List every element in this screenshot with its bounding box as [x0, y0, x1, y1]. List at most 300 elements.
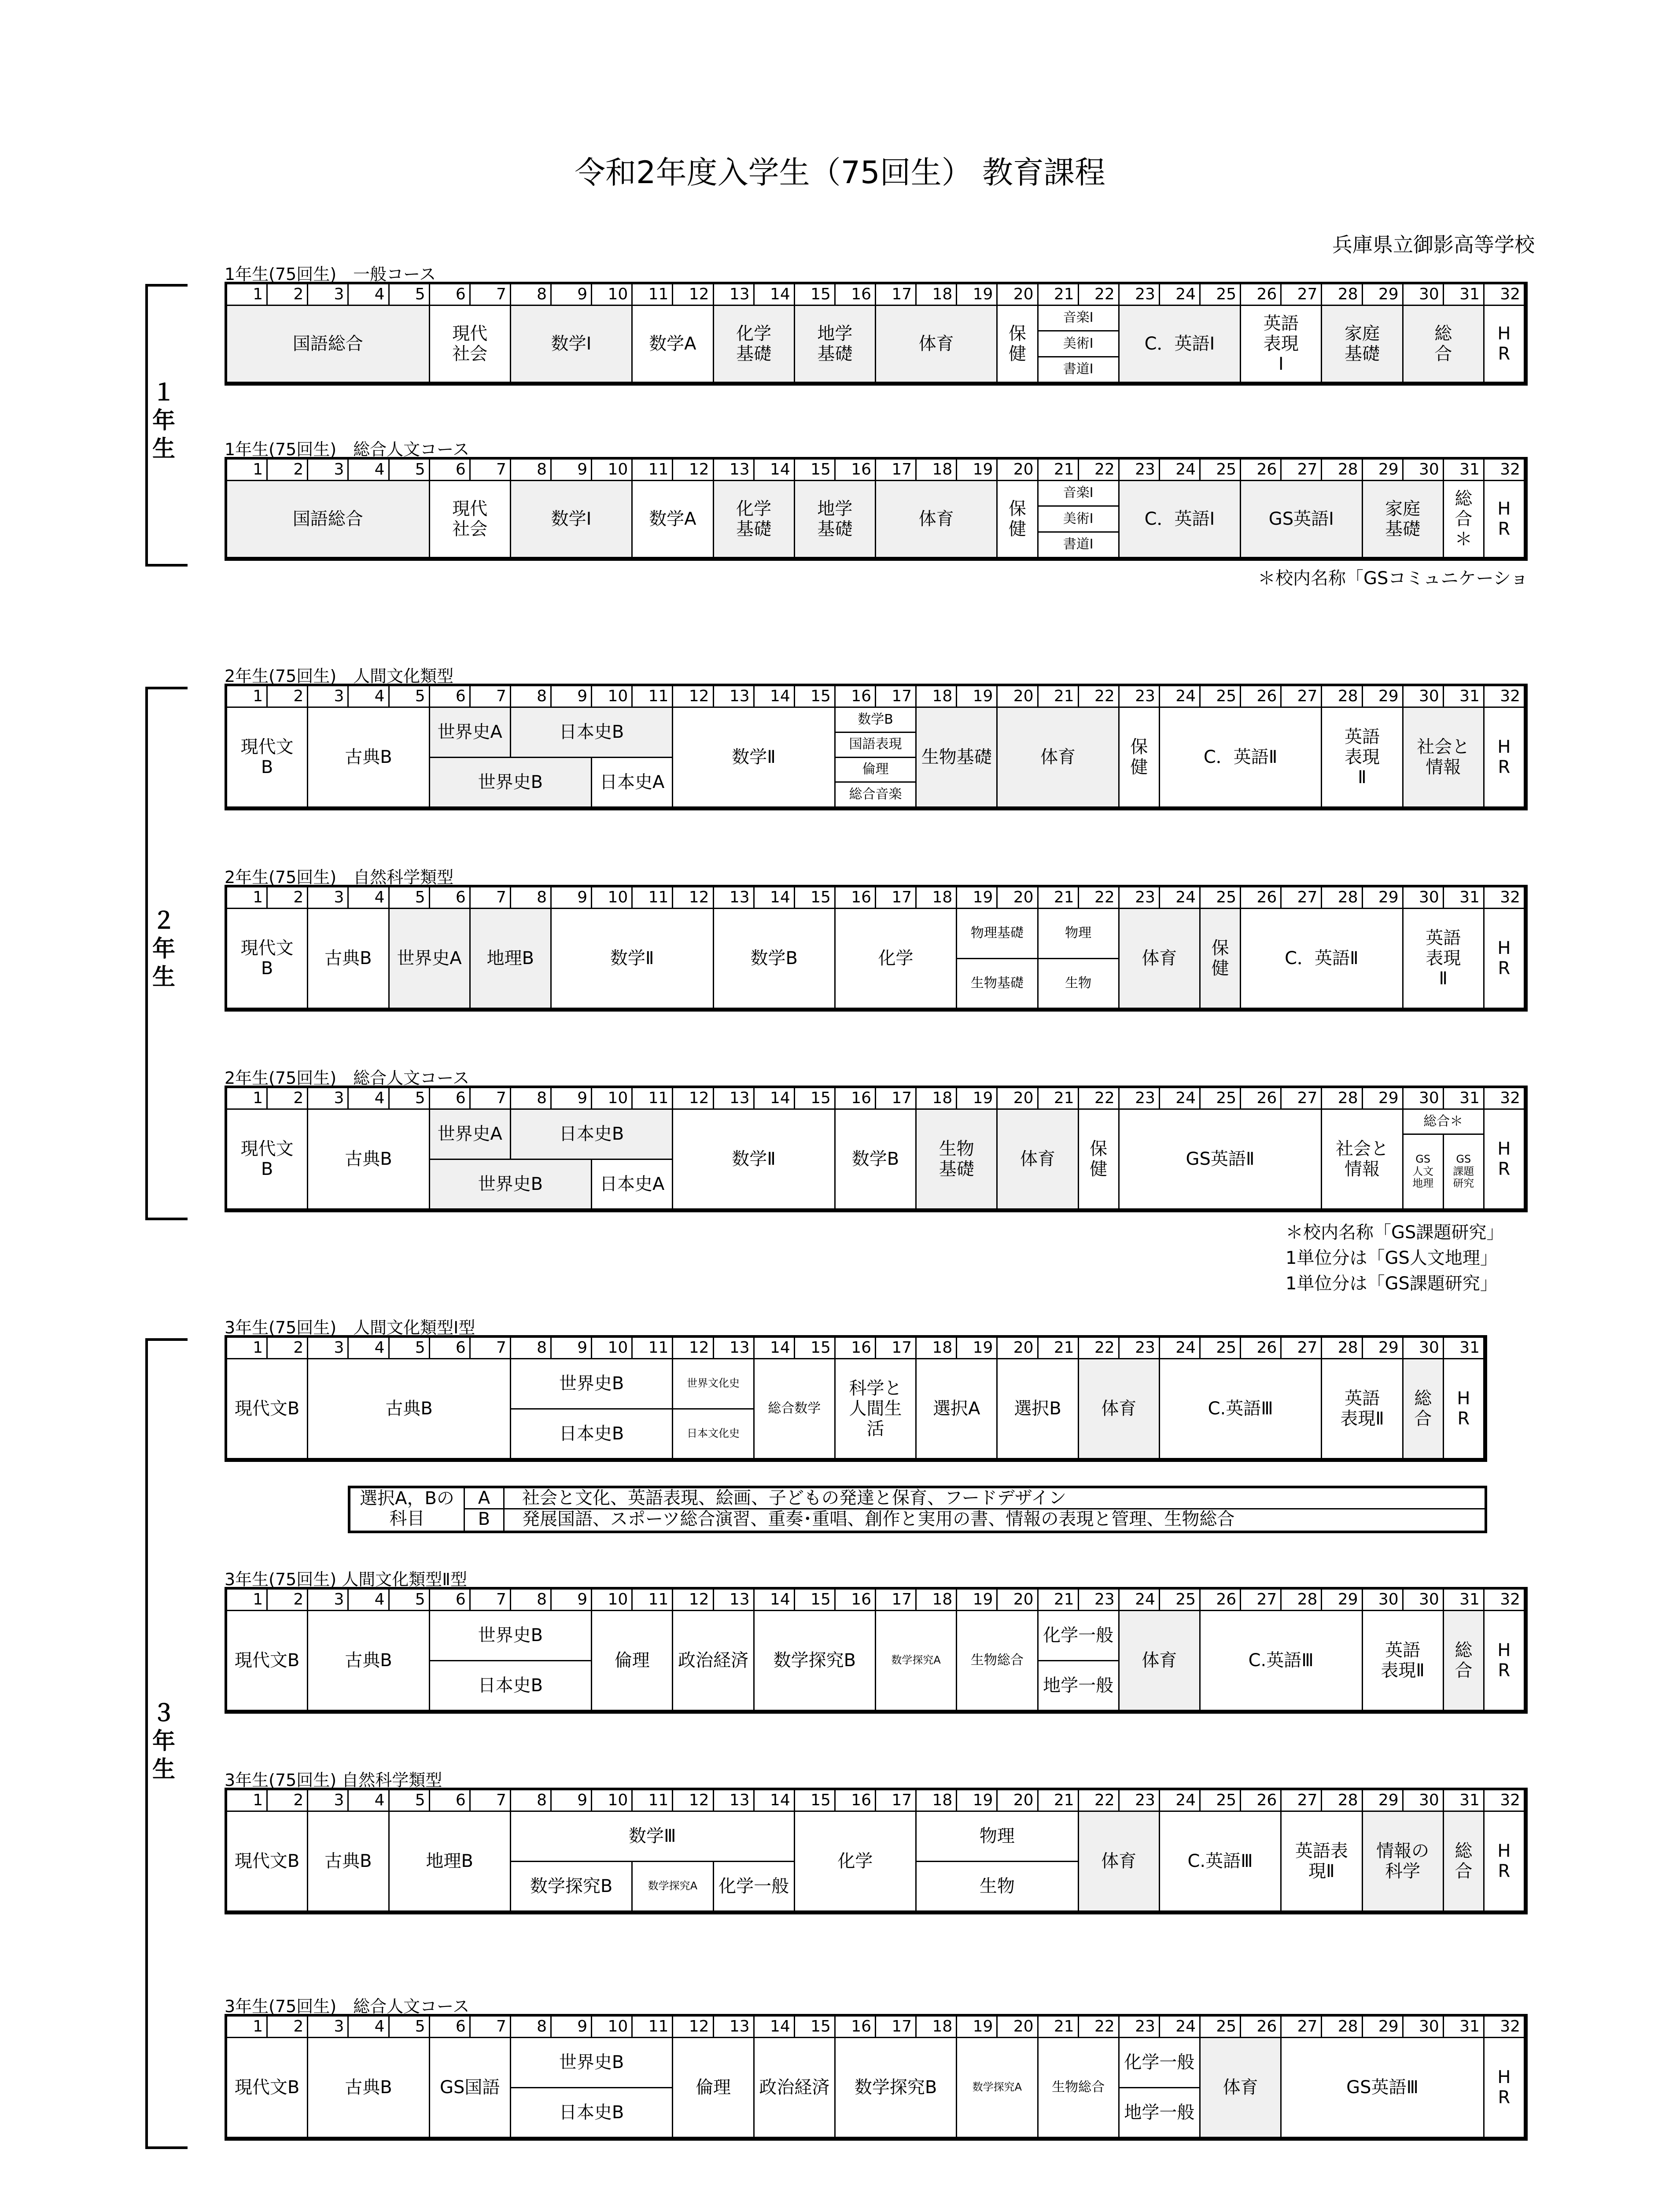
- period-number: 19: [957, 1338, 998, 1359]
- subject-cell: H R: [1485, 909, 1525, 1009]
- period-number: 5: [390, 284, 430, 306]
- period-number: 16: [836, 1590, 876, 1611]
- period-number: 25: [1201, 1338, 1241, 1359]
- period-number: 19: [957, 887, 998, 909]
- subject-cell: 化学一般: [714, 1862, 795, 1912]
- period-number: 2: [268, 1790, 308, 1812]
- period-number: 26: [1241, 1790, 1282, 1812]
- period-number: 15: [795, 284, 836, 306]
- period-number: 15: [795, 686, 836, 708]
- period-number: 17: [876, 1590, 917, 1611]
- subject-cell: 生物総合: [1039, 2038, 1120, 2138]
- period-number: 26: [1201, 1590, 1241, 1611]
- period-number: 22: [1079, 686, 1120, 708]
- period-number: 13: [714, 887, 755, 909]
- school-name: 兵庫県立御影高等学校: [1332, 233, 1535, 257]
- period-number: 14: [755, 1590, 795, 1611]
- subject-cell: 数学Ⅲ: [511, 1812, 795, 1862]
- period-number: 26: [1241, 2017, 1282, 2038]
- subject-cell: H R: [1444, 1359, 1485, 1459]
- subject-cell: 体育: [998, 1110, 1079, 1210]
- period-number: 27: [1282, 887, 1322, 909]
- subject-cell: 保 健: [1201, 909, 1241, 1009]
- period-number: 11: [633, 460, 673, 481]
- period-number: 29: [1363, 1088, 1404, 1110]
- subject-cell: 現代 社会: [430, 306, 511, 383]
- period-number: 31: [1444, 2017, 1485, 2038]
- period-number: 13: [714, 686, 755, 708]
- subject-cell: C.英語Ⅲ: [1201, 1611, 1363, 1711]
- period-number: 15: [795, 460, 836, 481]
- period-number: 18: [917, 887, 957, 909]
- period-number: 9: [552, 2017, 592, 2038]
- subject-cell: 世界史B: [511, 1359, 674, 1410]
- subject-cell: 総 合 ＊: [1444, 481, 1485, 558]
- period-number: 18: [917, 460, 957, 481]
- period-number: 8: [511, 1088, 552, 1110]
- subject-cell: 日本史A: [592, 758, 673, 808]
- period-number: 5: [390, 1088, 430, 1110]
- period-number: 32: [1485, 460, 1525, 481]
- subject-cell: 生物: [1039, 959, 1120, 1009]
- period-number: 13: [714, 284, 755, 306]
- subject-cell: H R: [1485, 1110, 1525, 1210]
- period-number: 18: [917, 2017, 957, 2038]
- subject-cell: C．英語Ⅰ: [1120, 481, 1241, 558]
- period-number: 27: [1282, 1790, 1322, 1812]
- period-number: 10: [592, 1790, 633, 1812]
- subject-cell: 選択B: [998, 1359, 1079, 1459]
- subject-cell: 書道Ⅰ: [1039, 533, 1120, 558]
- subject-cell: 現代文B: [227, 1359, 308, 1459]
- subject-cell: 体育: [1201, 2038, 1282, 2138]
- period-number: 12: [673, 460, 714, 481]
- subject-cell: 現代文 B: [227, 909, 308, 1009]
- period-number: 5: [390, 460, 430, 481]
- period-number: 26: [1241, 686, 1282, 708]
- period-number: 12: [673, 887, 714, 909]
- note-gs-geography: 1単位分は「GS人文地理」: [1286, 1248, 1498, 1268]
- subject-cell: 生物基礎: [957, 959, 1038, 1009]
- year1-label: １ 年 生: [152, 379, 175, 462]
- period-number: 32: [1485, 284, 1525, 306]
- subject-cell: C.英語Ⅲ: [1160, 1812, 1282, 1912]
- period-number: 13: [714, 2017, 755, 2038]
- subject-cell: 日本史B: [511, 1110, 674, 1160]
- period-number: 3: [308, 1088, 349, 1110]
- subject-cell: 美術Ⅰ: [1039, 331, 1120, 357]
- period-number: 13: [714, 460, 755, 481]
- period-number: 9: [552, 1338, 592, 1359]
- curriculum-table-y1-humanities: [225, 457, 1528, 561]
- period-number: 16: [836, 1790, 876, 1812]
- period-number: 24: [1160, 2017, 1201, 2038]
- period-number: 14: [755, 1790, 795, 1812]
- subject-cell: 現代文B: [227, 1812, 308, 1912]
- subject-cell: H R: [1485, 1611, 1525, 1711]
- table-label: 3年生(75回生) 自然科学類型: [225, 1770, 442, 1790]
- period-number: 10: [592, 284, 633, 306]
- subject-cell: 音楽Ⅰ: [1039, 481, 1120, 507]
- period-number: 21: [1039, 1088, 1079, 1110]
- period-number: 7: [471, 460, 511, 481]
- period-number: 28: [1322, 1338, 1363, 1359]
- period-number: 16: [836, 887, 876, 909]
- period-number: 30: [1404, 887, 1444, 909]
- period-number: 12: [673, 1088, 714, 1110]
- subject-cell: 音楽Ⅰ: [1039, 306, 1120, 331]
- subject-cell: 生物総合: [957, 1611, 1038, 1711]
- period-number: 24: [1160, 1088, 1201, 1110]
- period-number: 1: [227, 460, 268, 481]
- period-number: 7: [471, 1338, 511, 1359]
- period-number: 17: [876, 1088, 917, 1110]
- subject-cell: 総 合: [1404, 306, 1485, 383]
- subject-cell: 保 健: [1120, 708, 1160, 808]
- period-number: 14: [755, 1338, 795, 1359]
- period-number: 25: [1201, 1790, 1241, 1812]
- year2-label: ２ 年 生: [152, 908, 175, 990]
- period-number: 28: [1322, 284, 1363, 306]
- period-number: 3: [308, 887, 349, 909]
- period-number: 9: [552, 686, 592, 708]
- subject-cell: 世界史B: [511, 2038, 674, 2088]
- period-number: 18: [917, 686, 957, 708]
- period-number: 2: [268, 2017, 308, 2038]
- period-number: 4: [349, 284, 389, 306]
- subject-cell: C．英語Ⅱ: [1160, 708, 1323, 808]
- subject-cell: 生物 基礎: [917, 1110, 998, 1210]
- subject-cell: 総 合: [1444, 1611, 1485, 1711]
- subject-cell: 社会と 情報: [1404, 708, 1485, 808]
- subject-cell: 世界史A: [430, 1110, 511, 1160]
- period-number: 17: [876, 686, 917, 708]
- period-number: 22: [1079, 887, 1120, 909]
- period-number: 10: [592, 1088, 633, 1110]
- subject-cell: 日本史B: [511, 708, 674, 758]
- period-number: 3: [308, 1590, 349, 1611]
- table-label: 3年生(75回生) 総合人文コース: [225, 1997, 470, 2016]
- footer-note: [1057, 2198, 1535, 2201]
- subject-cell: GS国語: [430, 2038, 511, 2138]
- period-number: 30: [1404, 2017, 1444, 2038]
- period-number: 17: [876, 2017, 917, 2038]
- period-number: 17: [876, 1790, 917, 1812]
- period-number: 6: [430, 460, 471, 481]
- period-number: 16: [836, 1088, 876, 1110]
- subject-cell: 古典B: [308, 1110, 430, 1210]
- subject-cell: 政治経済: [673, 1611, 754, 1711]
- period-number: 14: [755, 1088, 795, 1110]
- period-number: 25: [1201, 887, 1241, 909]
- period-number: 11: [633, 1790, 673, 1812]
- subject-cell: 英語 表現 Ⅱ: [1404, 909, 1485, 1009]
- subject-cell: 国語総合: [227, 481, 430, 558]
- period-number: 2: [268, 686, 308, 708]
- period-number: 26: [1241, 460, 1282, 481]
- period-number: 11: [633, 1338, 673, 1359]
- period-number: 8: [511, 1590, 552, 1611]
- subject-cell: 総 合: [1444, 1812, 1485, 1912]
- period-number: 16: [836, 1338, 876, 1359]
- subject-cell: 体育: [1120, 909, 1201, 1009]
- subject-cell: 世界史A: [430, 708, 511, 758]
- elective-table: [348, 1486, 1487, 1533]
- period-number: 32: [1485, 686, 1525, 708]
- subject-cell: 物理: [1039, 909, 1120, 959]
- subject-cell: 体育: [1120, 1611, 1201, 1711]
- subject-cell: GS 課題 研究: [1444, 1135, 1485, 1210]
- period-number: 9: [552, 1790, 592, 1812]
- period-number: 12: [673, 2017, 714, 2038]
- period-number: 24: [1160, 686, 1201, 708]
- period-number: 3: [308, 1338, 349, 1359]
- subject-cell: 保 健: [1079, 1110, 1120, 1210]
- subject-cell: GS 人文 地理: [1404, 1135, 1444, 1210]
- period-number: 1: [227, 686, 268, 708]
- subject-cell: 英語 表現 Ⅰ: [1241, 306, 1322, 383]
- subject-cell: 情報の 科学: [1363, 1812, 1444, 1912]
- period-number: 26: [1241, 887, 1282, 909]
- curriculum-table-y3-human-culture-1: [225, 1335, 1487, 1462]
- subject-cell: 体育: [876, 306, 998, 383]
- subject-cell: 地学 基礎: [795, 481, 876, 558]
- period-number: 20: [998, 1790, 1038, 1812]
- subject-cell: C．英語Ⅰ: [1120, 306, 1241, 383]
- period-number: 25: [1201, 460, 1241, 481]
- period-number: 14: [755, 887, 795, 909]
- period-number: 17: [876, 284, 917, 306]
- period-number: 6: [430, 686, 471, 708]
- period-number: 27: [1282, 2017, 1322, 2038]
- period-number: 5: [390, 1338, 430, 1359]
- period-number: 4: [349, 1338, 389, 1359]
- subject-cell: 国語表現: [836, 733, 917, 758]
- period-number: 4: [349, 1790, 389, 1812]
- period-number: 32: [1485, 1088, 1525, 1110]
- subject-cell: 数学探究B: [836, 2038, 957, 2138]
- period-number: 21: [1039, 1338, 1079, 1359]
- curriculum-table-y3-natural-science: [225, 1788, 1528, 1914]
- subject-cell: 英語 表現Ⅱ: [1363, 1611, 1444, 1711]
- period-number: 14: [755, 284, 795, 306]
- period-number: 22: [1079, 284, 1120, 306]
- period-number: 6: [430, 1790, 471, 1812]
- period-number: 13: [714, 1088, 755, 1110]
- period-number: 25: [1201, 1088, 1241, 1110]
- subject-cell: 世界史B: [430, 758, 593, 808]
- period-number: 31: [1444, 460, 1485, 481]
- period-number: 15: [795, 1590, 836, 1611]
- curriculum-table-y3-humanities: [225, 2014, 1528, 2141]
- subject-cell: 美術Ⅰ: [1039, 507, 1120, 532]
- period-number: 24: [1160, 887, 1201, 909]
- subject-cell: 倫理: [673, 2038, 754, 2138]
- period-number: 23: [1120, 284, 1160, 306]
- subject-cell: C.英語Ⅲ: [1160, 1359, 1323, 1459]
- curriculum-table-y2-human-culture: [225, 684, 1528, 810]
- subject-cell: 国語総合: [227, 306, 430, 383]
- period-number: 12: [673, 1590, 714, 1611]
- period-number: 1: [227, 1790, 268, 1812]
- period-number: 9: [552, 887, 592, 909]
- subject-cell: 数学Ⅰ: [511, 306, 633, 383]
- subject-cell: 数学Ⅱ: [673, 1110, 836, 1210]
- period-number: 9: [552, 460, 592, 481]
- period-number: 2: [268, 1088, 308, 1110]
- subject-cell: 日本史B: [430, 1661, 593, 1711]
- subject-cell: 現代文B: [227, 1611, 308, 1711]
- period-number: 29: [1363, 284, 1404, 306]
- period-number: 19: [957, 284, 998, 306]
- period-number: 4: [349, 2017, 389, 2038]
- period-number: 8: [511, 1338, 552, 1359]
- subject-cell: 政治経済: [755, 2038, 836, 2138]
- period-number: 20: [998, 686, 1038, 708]
- table-label: 2年生(75回生) 人間文化類型: [225, 666, 454, 686]
- period-number: 6: [430, 1088, 471, 1110]
- period-number: 18: [917, 1088, 957, 1110]
- period-number: 23: [1120, 460, 1160, 481]
- subject-cell: 現代文 B: [227, 1110, 308, 1210]
- period-number: 11: [633, 1590, 673, 1611]
- period-number: 7: [471, 284, 511, 306]
- period-number: 8: [511, 686, 552, 708]
- curriculum-table-y1-general: [225, 282, 1528, 386]
- period-number: 22: [1079, 1088, 1120, 1110]
- period-number: 2: [268, 284, 308, 306]
- period-number: 23: [1120, 2017, 1160, 2038]
- period-number: 27: [1241, 1590, 1282, 1611]
- subject-cell: 社会と 情報: [1322, 1110, 1403, 1210]
- subject-cell: 倫理: [836, 758, 917, 783]
- period-number: 17: [876, 887, 917, 909]
- period-number: 1: [227, 1590, 268, 1611]
- subject-cell: 化学: [836, 909, 957, 1009]
- elective-key-a: A: [465, 1488, 505, 1509]
- subject-cell: 日本史B: [511, 1410, 674, 1460]
- year3-label: ３ 年 生: [152, 1700, 175, 1783]
- subject-cell: 数学探究B: [755, 1611, 876, 1711]
- subject-cell: H R: [1485, 481, 1525, 558]
- period-number: 9: [552, 1088, 592, 1110]
- period-number: 23: [1079, 1590, 1120, 1611]
- subject-cell: 古典B: [308, 909, 389, 1009]
- period-number: 3: [308, 1790, 349, 1812]
- period-number: 6: [430, 1338, 471, 1359]
- period-number: 11: [633, 686, 673, 708]
- subject-cell: 地理B: [471, 909, 552, 1009]
- period-number: 23: [1120, 1088, 1160, 1110]
- period-number: 7: [471, 1088, 511, 1110]
- subject-cell: 古典B: [308, 1611, 430, 1711]
- subject-cell: 数学A: [633, 306, 714, 383]
- period-number: 1: [227, 284, 268, 306]
- subject-cell: 古典B: [308, 708, 430, 808]
- note-gs-research: ＊校内名称「GS課題研究」: [1286, 1222, 1504, 1243]
- period-number: 14: [755, 686, 795, 708]
- period-number: 21: [1039, 887, 1079, 909]
- period-number: 7: [471, 686, 511, 708]
- period-number: 20: [998, 1338, 1038, 1359]
- period-number: 31: [1444, 284, 1485, 306]
- period-number: 31: [1444, 1590, 1485, 1611]
- period-number: 8: [511, 284, 552, 306]
- period-number: 15: [795, 887, 836, 909]
- elective-key-b: B: [465, 1509, 505, 1531]
- period-number: 21: [1039, 2017, 1079, 2038]
- period-number: 18: [917, 1790, 957, 1812]
- period-number: 9: [552, 284, 592, 306]
- period-number: 16: [836, 284, 876, 306]
- subject-cell: 書道Ⅰ: [1039, 357, 1120, 383]
- period-number: 11: [633, 284, 673, 306]
- note-gs-research-unit: 1単位分は「GS課題研究」: [1286, 1273, 1498, 1294]
- period-number: 23: [1120, 1790, 1160, 1812]
- subject-cell: 地理B: [390, 1812, 511, 1912]
- period-number: 9: [552, 1590, 592, 1611]
- period-number: 24: [1160, 1338, 1201, 1359]
- subject-cell: 物理: [917, 1812, 1079, 1862]
- subject-cell: 英語 表現 Ⅱ: [1322, 708, 1403, 808]
- period-number: 19: [957, 1088, 998, 1110]
- period-number: 6: [430, 2017, 471, 2038]
- period-number: 2: [268, 1338, 308, 1359]
- period-number: 31: [1444, 1088, 1485, 1110]
- subject-cell: 科学と 人間生 活: [836, 1359, 917, 1459]
- period-number: 20: [998, 460, 1038, 481]
- subject-cell: 化学 基礎: [714, 481, 795, 558]
- period-number: 7: [471, 1790, 511, 1812]
- subject-cell: 体育: [876, 481, 998, 558]
- subject-cell: 選択A: [917, 1359, 998, 1459]
- period-number: 12: [673, 1790, 714, 1812]
- period-number: 20: [998, 887, 1038, 909]
- subject-cell: 現代文B: [227, 2038, 308, 2138]
- subject-cell: H R: [1485, 306, 1525, 383]
- subject-cell: H R: [1485, 2038, 1525, 2138]
- subject-cell: 地学一般: [1120, 2088, 1201, 2138]
- period-number: 17: [876, 1338, 917, 1359]
- period-number: 29: [1363, 686, 1404, 708]
- period-number: 30: [1404, 284, 1444, 306]
- period-number: 23: [1120, 887, 1160, 909]
- period-number: 10: [592, 2017, 633, 2038]
- period-number: 30: [1404, 1338, 1444, 1359]
- period-number: 5: [390, 1790, 430, 1812]
- period-number: 3: [308, 460, 349, 481]
- period-number: 13: [714, 1338, 755, 1359]
- subject-cell: 化学 基礎: [714, 306, 795, 383]
- period-number: 6: [430, 1590, 471, 1611]
- subject-cell: 体育: [1079, 1359, 1160, 1459]
- period-number: 6: [430, 887, 471, 909]
- period-number: 24: [1160, 1790, 1201, 1812]
- period-number: 22: [1079, 1790, 1120, 1812]
- subject-cell: GS英語Ⅲ: [1282, 2038, 1485, 2138]
- period-number: 1: [227, 2017, 268, 2038]
- period-number: 4: [349, 1590, 389, 1611]
- period-number: 32: [1485, 887, 1525, 909]
- period-number: 27: [1282, 1338, 1322, 1359]
- period-number: 8: [511, 887, 552, 909]
- period-number: 29: [1363, 1338, 1404, 1359]
- period-number: 10: [592, 686, 633, 708]
- period-number: 30: [1363, 1590, 1404, 1611]
- subject-cell: 英語表 現Ⅱ: [1282, 1812, 1363, 1912]
- period-number: 7: [471, 1590, 511, 1611]
- period-number: 25: [1160, 1590, 1201, 1611]
